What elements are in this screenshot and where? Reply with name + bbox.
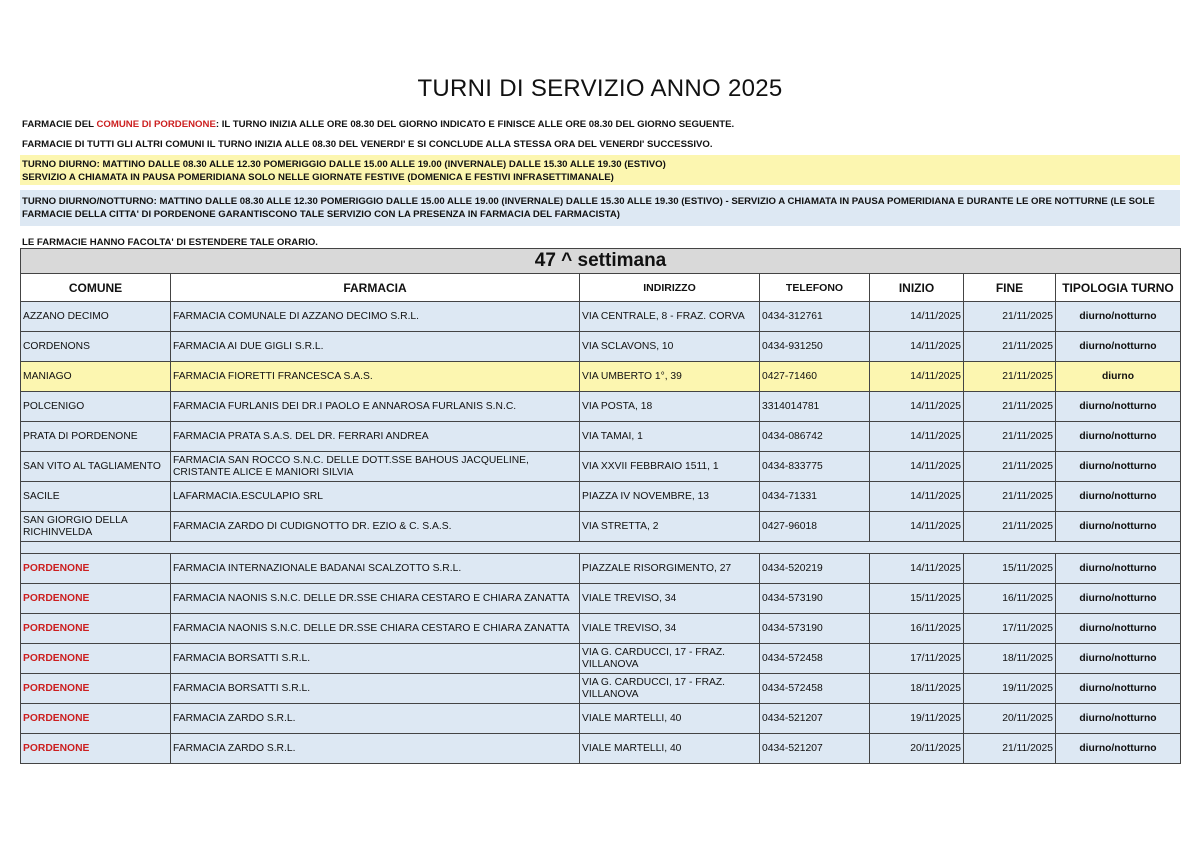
cell-inizio: 14/11/2025 <box>870 554 964 584</box>
cell-farmacia: FARMACIA ZARDO S.R.L. <box>171 704 580 734</box>
table-row <box>21 332 1181 362</box>
cell-comune: AZZANO DECIMO <box>21 302 171 332</box>
cell-telefono: 0434-086742 <box>760 422 870 452</box>
cell-indirizzo: PIAZZALE RISORGIMENTO, 27 <box>580 554 760 584</box>
note-turno-notturno: TURNO DIURNO/NOTTURNO: MATTINO DALLE 08.30 ALLE 12.30 POMERIGGIO DALLE 15.00 ALLE 19.00 (INVERNALE) DALLE 15.30 ALLE 19.30 (ESTIVO) - SERVIZIO A CHIAMATA IN PAUSA POMERIDIANA E DURANTE LE ORE NOTTURNE (LE SOLE FARMACIE DELLA CITTA' DI PORDENONE GARANTISCONO TALE SERVIZIO CON LA PRESENZA IN FARMACIA DEL FARMACISTA) <box>20 190 1180 226</box>
cell-fine: 21/11/2025 <box>964 332 1056 362</box>
cell-farmacia: FARMACIA ZARDO DI CUDIGNOTTO DR. EZIO & C. S.A.S. <box>171 512 580 542</box>
spacer-cell <box>21 542 1181 554</box>
cell-comune: SAN VITO AL TAGLIAMENTO <box>21 452 171 482</box>
pordenone-row <box>21 644 1181 674</box>
cell-comune: PORDENONE <box>21 584 171 614</box>
header-fine: FINE <box>964 274 1056 302</box>
cell-telefono: 0434-572458 <box>760 674 870 704</box>
cell-tipologia: diurno/notturno <box>1056 704 1181 734</box>
cell-fine: 21/11/2025 <box>964 392 1056 422</box>
cell-farmacia: FARMACIA NAONIS S.N.C. DELLE DR.SSE CHIARA CESTARO E CHIARA ZANATTA <box>171 584 580 614</box>
cell-comune: PORDENONE <box>21 674 171 704</box>
cell-tipologia: diurno/notturno <box>1056 674 1181 704</box>
cell-telefono: 0434-71331 <box>760 482 870 512</box>
cell-indirizzo: VIA SCLAVONS, 10 <box>580 332 760 362</box>
cell-fine: 17/11/2025 <box>964 614 1056 644</box>
pordenone-row <box>21 614 1181 644</box>
cell-indirizzo: VIA XXVII FEBBRAIO 1511, 1 <box>580 452 760 482</box>
cell-farmacia: FARMACIA FIORETTI FRANCESCA S.A.S. <box>171 362 580 392</box>
cell-fine: 21/11/2025 <box>964 422 1056 452</box>
cell-indirizzo: VIA TAMAI, 1 <box>580 422 760 452</box>
cell-inizio: 14/11/2025 <box>870 362 964 392</box>
cell-telefono: 0434-521207 <box>760 734 870 764</box>
cell-tipologia: diurno/notturno <box>1056 614 1181 644</box>
cell-comune: CORDENONS <box>21 332 171 362</box>
note-diurno-line1: TURNO DIURNO: MATTINO DALLE 08.30 ALLE 12.30 POMERIGGIO DALLE 15.00 ALLE 19.00 (INVERNALE) DALLE 15.30 ALLE 19.30 (ESTIVO) <box>22 159 666 170</box>
cell-fine: 21/11/2025 <box>964 362 1056 392</box>
cell-indirizzo: VIA STRETTA, 2 <box>580 512 760 542</box>
cell-fine: 21/11/2025 <box>964 302 1056 332</box>
cell-farmacia: FARMACIA BORSATTI S.R.L. <box>171 644 580 674</box>
cell-tipologia: diurno/notturno <box>1056 392 1181 422</box>
note-suffix: : IL TURNO INIZIA ALLE ORE 08.30 DEL GIORNO INDICATO E FINISCE ALLE ORE 08.30 DEL GIORNO SEGUENTE. <box>215 119 735 130</box>
cell-farmacia: FARMACIA COMUNALE DI AZZANO DECIMO S.R.L. <box>171 302 580 332</box>
cell-inizio: 14/11/2025 <box>870 332 964 362</box>
note-diurno-line2: SERVIZIO A CHIAMATA IN PAUSA POMERIDIANA SOLO NELLE GIORNATE FESTIVE (DOMENICA E FESTIVI INFRASETTIMANALE) <box>22 172 614 183</box>
cell-inizio: 14/11/2025 <box>870 452 964 482</box>
cell-fine: 20/11/2025 <box>964 704 1056 734</box>
note-highlight-comune: COMUNE DI PORDENONE <box>96 119 216 130</box>
header-indirizzo: INDIRIZZO <box>580 274 760 302</box>
pordenone-row <box>21 704 1181 734</box>
note-other-comuni: FARMACIE DI TUTTI GLI ALTRI COMUNI IL TURNO INIZIA ALLE 08.30 DEL VENERDI' E SI CONCLUDE ALLA STESSA ORA DEL VENERDI' SUCCESSIVO. <box>22 139 713 150</box>
cell-telefono: 0427-96018 <box>760 512 870 542</box>
cell-tipologia: diurno/notturno <box>1056 644 1181 674</box>
cell-tipologia: diurno/notturno <box>1056 332 1181 362</box>
cell-telefono: 0434-833775 <box>760 452 870 482</box>
page-title: TURNI DI SERVIZIO ANNO 2025 <box>417 75 783 102</box>
cell-fine: 18/11/2025 <box>964 644 1056 674</box>
cell-telefono: 0434-572458 <box>760 644 870 674</box>
cell-farmacia: FARMACIA INTERNAZIONALE BADANAI SCALZOTTO S.R.L. <box>171 554 580 584</box>
cell-tipologia: diurno/notturno <box>1056 302 1181 332</box>
cell-farmacia: FARMACIA FURLANIS DEI DR.I PAOLO E ANNAROSA FURLANIS S.N.C. <box>171 392 580 422</box>
cell-inizio: 14/11/2025 <box>870 302 964 332</box>
cell-fine: 21/11/2025 <box>964 452 1056 482</box>
cell-farmacia: FARMACIA BORSATTI S.R.L. <box>171 674 580 704</box>
cell-telefono: 0434-312761 <box>760 302 870 332</box>
cell-farmacia: FARMACIA SAN ROCCO S.N.C. DELLE DOTT.SSE BAHOUS JACQUELINE, CRISTANTE ALICE E MANIORI SILVIA <box>171 452 580 482</box>
cell-indirizzo: VIALE MARTELLI, 40 <box>580 704 760 734</box>
pordenone-row <box>21 674 1181 704</box>
spacer-row <box>21 542 1181 554</box>
cell-inizio: 14/11/2025 <box>870 392 964 422</box>
cell-telefono: 0434-520219 <box>760 554 870 584</box>
note-prefix: FARMACIE DEL <box>22 119 97 130</box>
table-row <box>21 512 1181 542</box>
note-turno-diurno <box>20 155 1180 185</box>
cell-indirizzo: VIALE TREVISO, 34 <box>580 614 760 644</box>
cell-farmacia: FARMACIA PRATA S.A.S. DEL DR. FERRARI ANDREA <box>171 422 580 452</box>
cell-farmacia: FARMACIA ZARDO S.R.L. <box>171 734 580 764</box>
header-tipologia: TIPOLOGIA TURNO <box>1056 274 1181 302</box>
cell-comune: SAN GIORGIO DELLA RICHINVELDA <box>21 512 171 542</box>
note-extend-hours: LE FARMACIE HANNO FACOLTA' DI ESTENDERE TALE ORARIO. <box>22 237 318 248</box>
cell-indirizzo: VIA G. CARDUCCI, 17 - FRAZ. VILLANOVA <box>580 644 760 674</box>
cell-indirizzo: VIALE MARTELLI, 40 <box>580 734 760 764</box>
cell-inizio: 17/11/2025 <box>870 644 964 674</box>
cell-comune: MANIAGO <box>21 362 171 392</box>
week-row <box>21 249 1181 274</box>
cell-farmacia: FARMACIA NAONIS S.N.C. DELLE DR.SSE CHIARA CESTARO E CHIARA ZANATTA <box>171 614 580 644</box>
table-row <box>21 362 1181 392</box>
cell-tipologia: diurno <box>1056 362 1181 392</box>
cell-tipologia: diurno/notturno <box>1056 734 1181 764</box>
cell-comune: PORDENONE <box>21 614 171 644</box>
note-pordenone-hours <box>20 116 1180 133</box>
cell-tipologia: diurno/notturno <box>1056 584 1181 614</box>
cell-comune: SACILE <box>21 482 171 512</box>
cell-indirizzo: PIAZZA IV NOVEMBRE, 13 <box>580 482 760 512</box>
cell-indirizzo: VIA POSTA, 18 <box>580 392 760 422</box>
cell-telefono: 0434-931250 <box>760 332 870 362</box>
cell-fine: 15/11/2025 <box>964 554 1056 584</box>
cell-telefono: 0434-573190 <box>760 584 870 614</box>
cell-inizio: 14/11/2025 <box>870 422 964 452</box>
cell-fine: 21/11/2025 <box>964 512 1056 542</box>
cell-telefono: 0434-573190 <box>760 614 870 644</box>
header-farmacia: FARMACIA <box>171 274 580 302</box>
cell-inizio: 14/11/2025 <box>870 482 964 512</box>
cell-fine: 21/11/2025 <box>964 482 1056 512</box>
cell-inizio: 18/11/2025 <box>870 674 964 704</box>
header-comune: COMUNE <box>21 274 171 302</box>
cell-tipologia: diurno/notturno <box>1056 482 1181 512</box>
cell-inizio: 20/11/2025 <box>870 734 964 764</box>
cell-comune: PORDENONE <box>21 734 171 764</box>
cell-inizio: 15/11/2025 <box>870 584 964 614</box>
table-row <box>21 302 1181 332</box>
cell-tipologia: diurno/notturno <box>1056 512 1181 542</box>
cell-inizio: 14/11/2025 <box>870 512 964 542</box>
cell-tipologia: diurno/notturno <box>1056 452 1181 482</box>
cell-indirizzo: VIALE TREVISO, 34 <box>580 584 760 614</box>
week-label: 47 ^ settimana <box>21 249 1181 274</box>
pordenone-row <box>21 734 1181 764</box>
header-telefono: TELEFONO <box>760 274 870 302</box>
cell-indirizzo: VIA G. CARDUCCI, 17 - FRAZ. VILLANOVA <box>580 674 760 704</box>
cell-fine: 16/11/2025 <box>964 584 1056 614</box>
table-row <box>21 392 1181 422</box>
cell-farmacia: LAFARMACIA.ESCULAPIO SRL <box>171 482 580 512</box>
cell-comune: PRATA DI PORDENONE <box>21 422 171 452</box>
cell-comune: POLCENIGO <box>21 392 171 422</box>
turni-table <box>20 248 1181 764</box>
cell-tipologia: diurno/notturno <box>1056 422 1181 452</box>
cell-fine: 21/11/2025 <box>964 734 1056 764</box>
cell-telefono: 3314014781 <box>760 392 870 422</box>
table-row <box>21 452 1181 482</box>
header-inizio: INIZIO <box>870 274 964 302</box>
cell-comune: PORDENONE <box>21 644 171 674</box>
pordenone-row <box>21 554 1181 584</box>
table-row <box>21 422 1181 452</box>
table-row <box>21 482 1181 512</box>
cell-comune: PORDENONE <box>21 554 171 584</box>
header-row <box>21 274 1181 302</box>
cell-indirizzo: VIA CENTRALE, 8 - FRAZ. CORVA <box>580 302 760 332</box>
pordenone-row <box>21 584 1181 614</box>
cell-inizio: 19/11/2025 <box>870 704 964 734</box>
cell-tipologia: diurno/notturno <box>1056 554 1181 584</box>
cell-indirizzo: VIA UMBERTO 1°, 39 <box>580 362 760 392</box>
cell-comune: PORDENONE <box>21 704 171 734</box>
cell-farmacia: FARMACIA AI DUE GIGLI S.R.L. <box>171 332 580 362</box>
cell-fine: 19/11/2025 <box>964 674 1056 704</box>
cell-telefono: 0434-521207 <box>760 704 870 734</box>
cell-telefono: 0427-71460 <box>760 362 870 392</box>
cell-inizio: 16/11/2025 <box>870 614 964 644</box>
